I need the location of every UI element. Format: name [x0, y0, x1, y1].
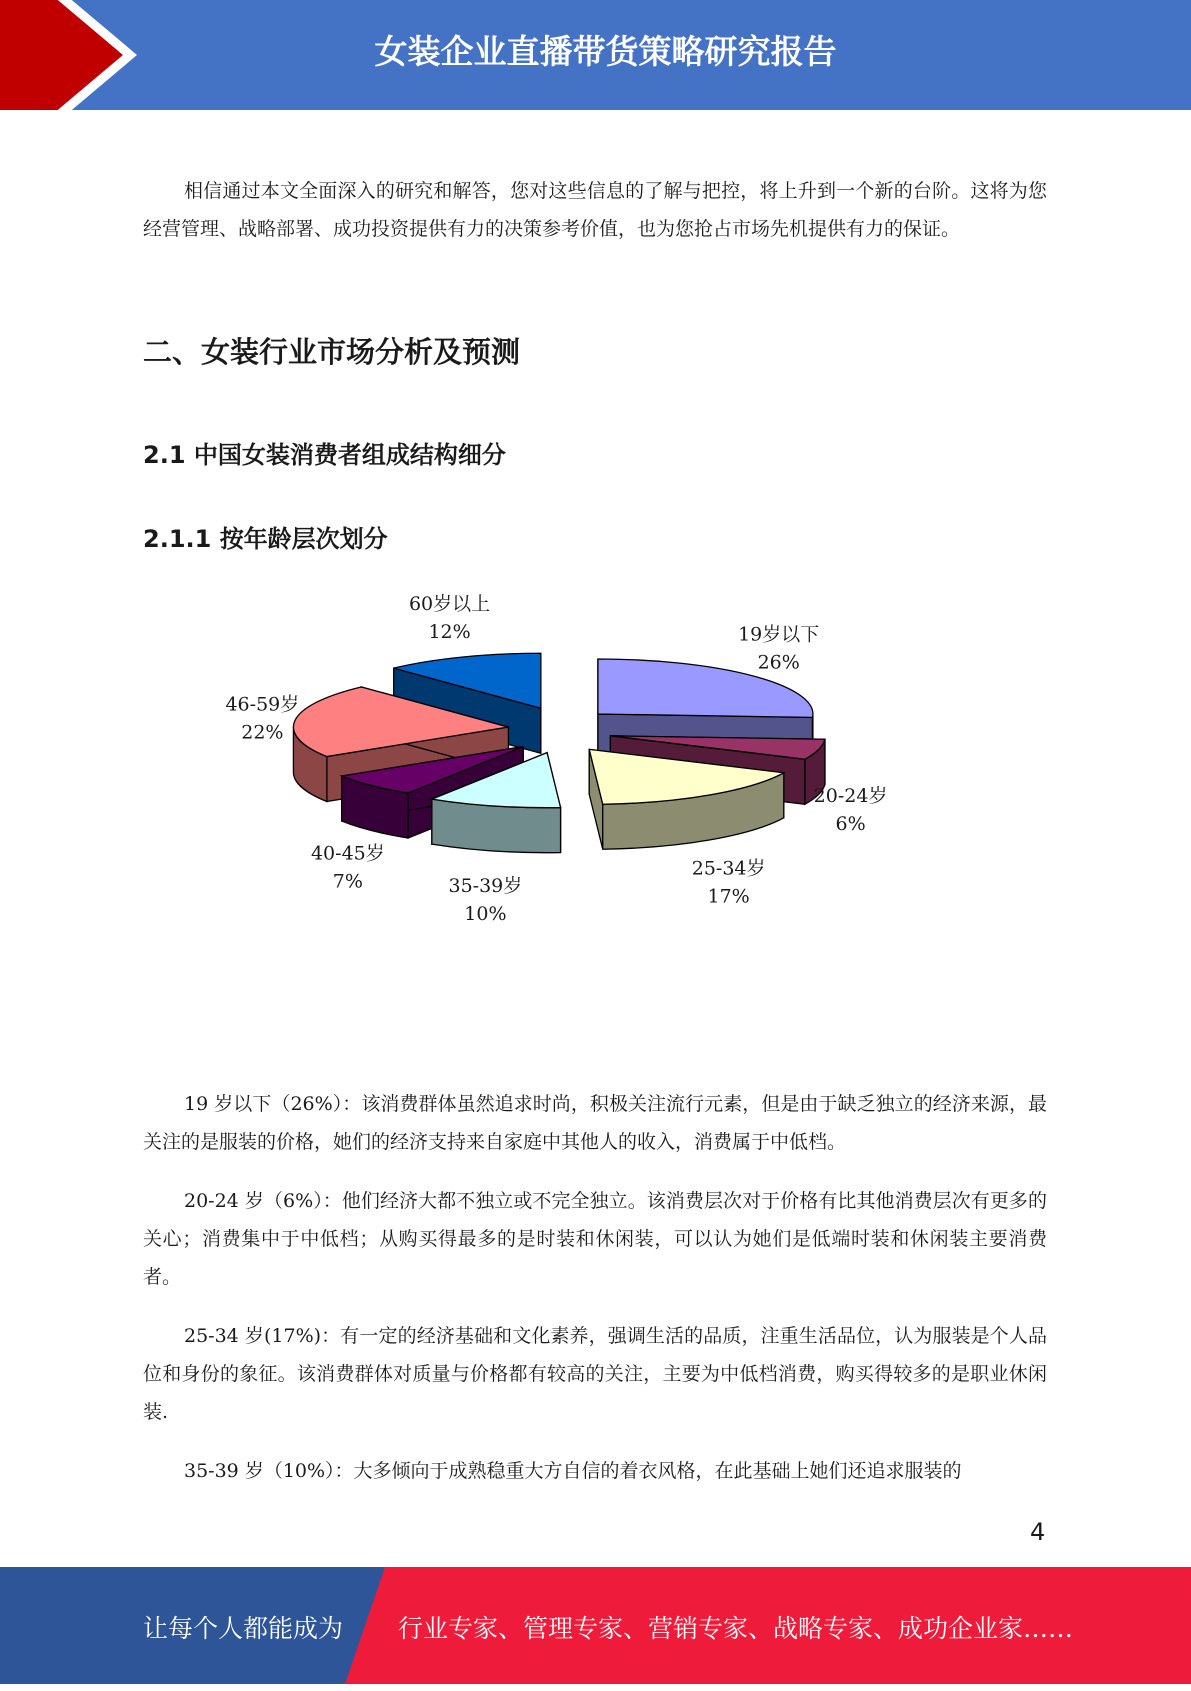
intro-paragraph: 相信通过本文全面深入的研究和解答，您对这些信息的了解与把控，将上升到一个新的台阶。这将为您经营管理、战略部署、成功投资提供有力的决策参考价值，也为您抢占市场先机提供有力的保证。 [143, 172, 1047, 248]
slice-percent-label: 10% [464, 903, 506, 925]
description-35-39: 35-39 岁（10%）：大多倾向于成熟稳重大方自信的着衣风格，在此基础上她们还追求服装的 [143, 1452, 1047, 1490]
slice-percent-label: 17% [708, 885, 750, 907]
page-number: 4 [1030, 1518, 1045, 1546]
slice-category-label: 40-45岁 [311, 842, 385, 864]
slice-percent-label: 6% [835, 813, 865, 835]
footer-slogan-right: 行业专家、管理专家、营销专家、战略专家、成功企业家…… [398, 1567, 1073, 1684]
section-title: 二、女装行业市场分析及预测 [143, 330, 520, 371]
slice-percent-label: 12% [428, 621, 470, 643]
slice-percent-label: 22% [241, 721, 283, 743]
intro-section [143, 172, 1047, 248]
slice-category-label: 25-34岁 [692, 857, 766, 879]
header-title: 女装企业直播带货策略研究报告 [0, 0, 1191, 104]
page-header [0, 0, 1191, 110]
slice-category-label: 19岁以下 [738, 623, 819, 645]
age-pie-chart [200, 640, 920, 960]
slice-percent-label: 7% [333, 870, 363, 892]
descriptions [143, 1085, 1047, 1490]
subsubsection-title: 2.1.1 按年龄层次划分 [143, 519, 388, 554]
slice-category-label: 46-59岁 [225, 693, 299, 715]
page-footer [0, 1567, 1191, 1684]
subsection-title: 2.1 中国女装消费者组成结构细分 [143, 435, 506, 470]
description-20-24: 20-24 岁（6%）：他们经济大都不独立或不完全独立。该消费层次对于价格有比其他消费层次有更多的关心；消费集中于中低档；从购买得最多的是时装和休闲装，可以认为她们是低端时装和休闲装主要消费者。 [143, 1182, 1047, 1296]
slice-category-label: 20-24岁 [814, 785, 888, 807]
slice-category-label: 35-39岁 [449, 875, 523, 897]
slice-category-label: 60岁以上 [409, 593, 490, 615]
description-under-19: 19 岁以下（26%）：该消费群体虽然追求时尚，积极关注流行元素，但是由于缺乏独立的经济来源，最关注的是服装的价格，她们的经济支持来自家庭中其他人的收入，消费属于中低档。 [143, 1085, 1047, 1161]
footer-slogan-left: 让每个人都能成为 [143, 1567, 343, 1684]
description-25-34: 25-34 岁(17%)：有一定的经济基础和文化素养，强调生活的品质，注重生活品位，认为服装是个人品位和身份的象征。该消费群体对质量与价格都有较高的关注，主要为中低档消费，购买得较多的是职业休闲装. [143, 1317, 1047, 1431]
slice-percent-label: 26% [758, 651, 800, 673]
